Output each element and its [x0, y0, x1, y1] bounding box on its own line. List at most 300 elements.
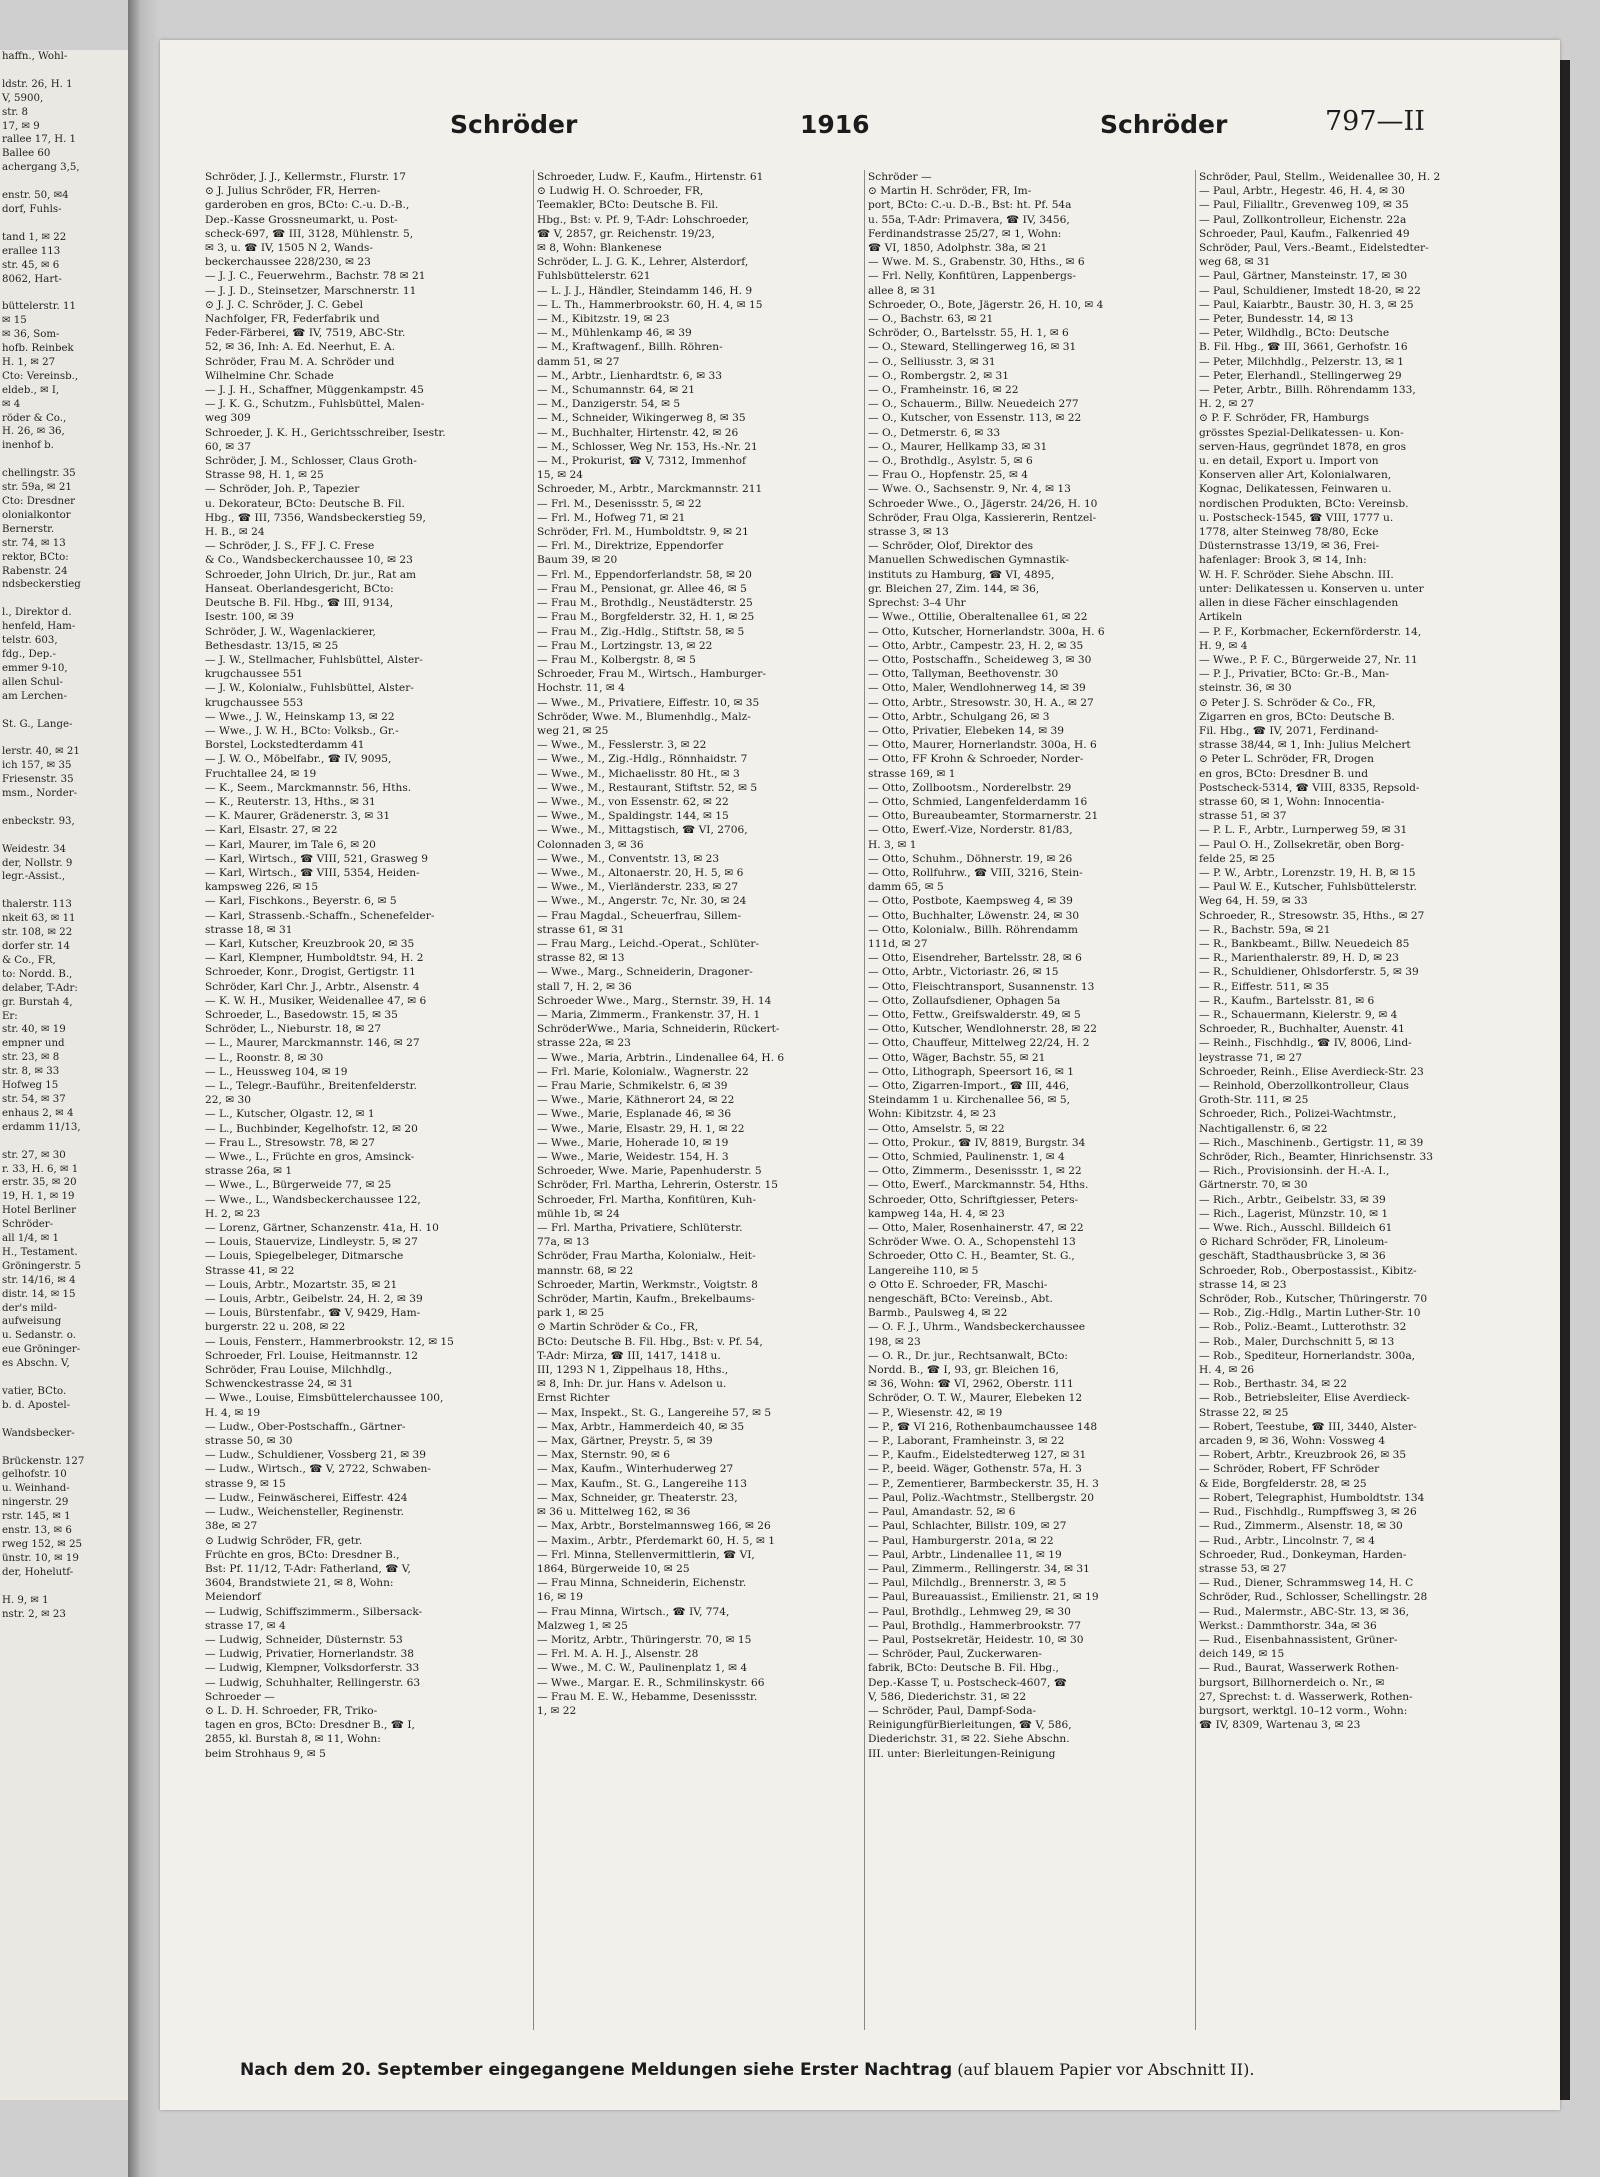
directory-entry: III. unter: Bierleitungen-Reinigung	[868, 1747, 1056, 1760]
directory-entry: — Wwe., M., von Essenstr. 62, ✉ 22	[537, 795, 729, 808]
directory-entry: Schroeder Wwe., Marg., Sternstr. 39, H. 14	[537, 994, 772, 1007]
directory-entry: — Otto, Tallyman, Beethovenstr. 30	[868, 668, 1059, 681]
edge-fragment	[0, 704, 128, 718]
edge-fragment: olonialkontor	[2, 509, 71, 521]
directory-page	[160, 40, 1560, 2110]
directory-entry: — M., Schlosser, Weg Nr. 153, Hs.-Nr. 21	[537, 440, 758, 453]
directory-entry: — Rob., Maler, Durchschnitt 5, ✉ 13	[1199, 1335, 1395, 1348]
directory-entry: — Otto, Privatier, Elebeken 14, ✉ 39	[868, 724, 1064, 737]
directory-entry: — Rich., Lagerist, Münzstr. 10, ✉ 1	[1199, 1207, 1389, 1220]
edge-fragment: 8062, Hart-	[2, 273, 62, 285]
directory-entry: — Karl, Wirtsch., ☎ VIII, 5354, Heiden-	[205, 866, 420, 879]
directory-entry: — Frau Minna, Schneiderin, Eichenstr.	[537, 1577, 747, 1590]
directory-entry: strasse 26a, ✉ 1	[205, 1165, 293, 1178]
directory-entry: Schröder, Karl Chr. J., Arbtr., Alsenstr. 4	[205, 980, 420, 993]
directory-entry: Manuellen Schwedischen Gymnastik-	[868, 554, 1070, 567]
directory-entry: — Ludw., Feinwäscherei, Eiffestr. 424	[205, 1491, 408, 1504]
directory-entry: Schröder, Paul, Vers.-Beamt., Eidelstedter-	[1199, 242, 1429, 255]
directory-entry: — L., Maurer, Marckmannstr. 146, ✉ 27	[205, 1037, 420, 1050]
edge-fragment: all 1/4, ✉ 1	[2, 1233, 59, 1245]
directory-entry: — Max, Sternstr. 90, ✉ 6	[537, 1449, 671, 1462]
directory-entry: Ferdinandstrasse 25/27, ✉ 1, Wohn:	[868, 227, 1062, 240]
edge-fragment: ünstr. 10, ✉ 19	[2, 1552, 79, 1564]
directory-entry: kampsweg 226, ✉ 15	[205, 881, 319, 894]
directory-entry: ✉ 8, Wohn: Blankenese	[537, 242, 662, 255]
edge-fragment: str. 8, ✉ 33	[2, 1066, 60, 1078]
directory-entry: — Wwe., J. W., Heinskamp 13, ✉ 22	[205, 710, 395, 723]
edge-fragment: es Abschn. V,	[2, 1358, 70, 1370]
directory-entry: — Frl. M., Direktrize, Eppendorfer	[537, 540, 724, 553]
edge-fragment: b. d. Apostel-	[2, 1399, 71, 1411]
directory-entry: ✉ 36, Wohn: ☎ VI, 2962, Oberstr. 111	[868, 1378, 1074, 1391]
directory-entry: Schröder, Frau Olga, Kassiererin, Rentzel-	[868, 511, 1097, 524]
directory-entry: Bethesdastr. 13/15, ✉ 25	[205, 639, 339, 652]
directory-entry: — Paul, Poliz.-Wachtmstr., Stellbergstr. 20	[868, 1491, 1094, 1504]
directory-entry: — Paul, Hamburgerstr. 201a, ✉ 22	[868, 1534, 1054, 1547]
directory-entry: — Peter, Milchhdlg., Pelzerstr. 13, ✉ 1	[1199, 355, 1405, 368]
directory-entry: Schroeder, Konr., Drogist, Gertigstr. 11	[205, 966, 416, 979]
directory-entry: Schroeder, Frl. Martha, Konfitüren, Kuh-	[537, 1193, 757, 1206]
directory-entry: — Wwe., Marg., Schneiderin, Dragoner-	[537, 966, 753, 979]
edge-fragment: haffn., Wohl-	[2, 51, 68, 62]
edge-fragment: Hofweg 15	[2, 1080, 59, 1092]
directory-entry: — Otto, Maurer, Hornerlandstr. 300a, H. 6	[868, 739, 1097, 752]
directory-entry: — P., Kaufm., Eidelstedterweg 127, ✉ 31	[868, 1449, 1087, 1462]
directory-entry: Schroeder, R., Buchhalter, Auenstr. 41	[1199, 1023, 1405, 1036]
directory-entry: Schröder, L. J. G. K., Lehrer, Alsterdorf,	[537, 256, 749, 269]
edge-fragment: 17, ✉ 9	[2, 120, 40, 132]
directory-entry: burgsort, Billhornerdeich o. Nr., ✉	[1199, 1676, 1385, 1689]
directory-entry: — Wwe., M., Restaurant, Stiftstr. 52, ✉ 5	[537, 781, 758, 794]
directory-entry: — Wwe., Margar. E. R., Schmilinskystr. 66	[537, 1676, 765, 1689]
directory-entry: — J. K. G., Schutzm., Fuhlsbüttel, Malen-	[205, 398, 425, 411]
directory-entry: — Otto, Ewerf.-Vize, Norderstr. 81/83,	[868, 824, 1073, 837]
edge-fragment: empner und	[2, 1038, 65, 1050]
directory-entry: — Rud., Baurat, Wasserwerk Rothen-	[1199, 1662, 1399, 1675]
directory-entry: H. 2, ✉ 27	[1199, 398, 1255, 411]
directory-entry: Schröder, Wwe. M., Blumenhdlg., Malz-	[537, 710, 751, 723]
directory-entry: — Wwe., Marie, Elsastr. 29, H. 1, ✉ 22	[537, 1122, 745, 1135]
directory-entry: garderoben en gros, BCto: C.-u. D.-B.,	[205, 199, 410, 212]
directory-entry: Schröder, Frau Louise, Milchhdlg.,	[205, 1364, 393, 1377]
directory-entry: Schröder, L., Nieburstr. 18, ✉ 27	[205, 1023, 382, 1036]
directory-entry: strasse 53, ✉ 27	[1199, 1562, 1287, 1575]
edge-fragment: str. 45, ✉ 6	[2, 259, 60, 271]
directory-entry: — Frau M., Lortzingstr. 13, ✉ 22	[537, 639, 713, 652]
edge-fragment	[0, 731, 128, 745]
edge-fragment	[0, 829, 128, 843]
directory-entry: Barmb., Paulsweg 4, ✉ 22	[868, 1307, 1008, 1320]
directory-entry: — Frl. M., Desenissstr. 5, ✉ 22	[537, 497, 702, 510]
directory-entry: — Karl, Maurer, im Tale 6, ✉ 20	[205, 838, 376, 851]
edge-fragment: Wandsbecker-	[2, 1427, 75, 1439]
edge-fragment: str. 108, ✉ 22	[2, 927, 73, 939]
directory-entry: — Louis, Arbtr., Mozartstr. 35, ✉ 21	[205, 1278, 398, 1291]
directory-entry: — Rud., Arbtr., Lincolnstr. 7, ✉ 4	[1199, 1534, 1375, 1547]
header-year: 1916	[800, 110, 870, 139]
edge-fragment: Er:	[2, 1010, 18, 1022]
edge-fragment: ningerstr. 29	[2, 1497, 69, 1509]
directory-entry: — Otto, Zollaufsdiener, Ophagen 5a	[868, 994, 1061, 1007]
directory-entry: — Ludw., Weichensteller, Reginenstr.	[205, 1506, 404, 1519]
directory-entry: ☎ V, 2857, gr. Reichenstr. 19/23,	[537, 227, 715, 240]
edge-fragment: Brückenstr. 127	[2, 1455, 85, 1467]
directory-entry: — P. J., Privatier, BCto: Gr.-B., Man-	[1199, 668, 1390, 681]
directory-entry: Schröder, Frau M. A. Schröder und	[205, 355, 395, 368]
directory-entry: strasse 17, ✉ 4	[205, 1619, 286, 1632]
edge-fragment: nstr. 2, ✉ 23	[2, 1608, 66, 1620]
directory-entry: — Karl, Klempner, Humboldtstr. 94, H. 2	[205, 952, 424, 965]
directory-entry: Fil. Hbg., ☎ IV, 2071, Ferdinand-	[1199, 724, 1379, 737]
directory-entry: — R., Bachstr. 59a, ✉ 21	[1199, 923, 1331, 936]
directory-entry: — Otto, Schuhm., Döhnerstr. 19, ✉ 26	[868, 852, 1073, 865]
directory-entry: Schroeder, Frl. Louise, Heitmannstr. 12	[205, 1349, 418, 1362]
directory-entry: — L., Kutscher, Olgastr. 12, ✉ 1	[205, 1108, 375, 1121]
directory-entry: — Frau Magdal., Scheuerfrau, Sillem-	[537, 909, 742, 922]
directory-entry: — Wwe., Marie, Weidestr. 154, H. 3	[537, 1151, 729, 1164]
directory-entry: Schröder, Frau Martha, Kolonialw., Heit-	[537, 1250, 756, 1263]
directory-entry: Schroeder, Martin, Werkmstr., Voigtstr. 8	[537, 1278, 758, 1291]
directory-entry: — Otto, Kutscher, Hornerlandstr. 300a, H. 6	[868, 625, 1105, 638]
directory-entry: — J. J. H., Schaffner, Müggenkampstr. 45	[205, 384, 424, 397]
edge-fragment: H. 26, ✉ 36,	[2, 426, 65, 438]
directory-entry: Schroeder, Otto C. H., Beamter, St. G.,	[868, 1250, 1075, 1263]
directory-entry: Nachtigallenstr. 6, ✉ 22	[1199, 1122, 1328, 1135]
directory-entry: — Schröder, J. S., FF J. C. Frese	[205, 540, 375, 553]
directory-entry: — Otto, Ewerf., Marckmannstr. 54, Hths.	[868, 1179, 1089, 1192]
directory-entry: — Wwe., Maria, Arbtrin., Lindenallee 64, H. 6	[537, 1051, 785, 1064]
directory-entry: 111d, ✉ 27	[868, 937, 928, 950]
directory-entry: — Rich., Provisionsinh. der H.-A. I.,	[1199, 1165, 1390, 1178]
directory-entry: Schroeder, Paul, Kaufm., Falkenried 49	[1199, 227, 1410, 240]
directory-entry: — Otto, Fleischtransport, Susannenstr. 13	[868, 980, 1095, 993]
edge-fragment	[0, 1441, 128, 1455]
directory-entry: scheck-697, ☎ III, 3128, Mühlenstr. 5,	[205, 227, 414, 240]
directory-entry: Borstel, Lockstedterdamm 41	[205, 739, 365, 752]
edge-fragment: to: Nordd. B.,	[2, 968, 73, 980]
directory-entry: — Frl. M. A. H. J., Alsenstr. 28	[537, 1648, 699, 1661]
edge-fragment: str. 27, ✉ 30	[2, 1149, 66, 1161]
edge-fragment	[0, 217, 128, 231]
directory-entry: — Frl. Minna, Stellenvermittlerin, ☎ VI,	[537, 1548, 755, 1561]
directory-entry: — R., Marienthalerstr. 89, H. D, ✉ 23	[1199, 952, 1399, 965]
edge-fragment: enstr. 13, ✉ 6	[2, 1525, 72, 1537]
directory-entry: — Robert, Arbtr., Kreuzbrook 26, ✉ 35	[1199, 1449, 1407, 1462]
edge-fragment: der, Nollstr. 9	[2, 857, 73, 869]
directory-entry: — Otto, Arbtr., Victoriastr. 26, ✉ 15	[868, 966, 1059, 979]
directory-entry: — Frau M., Zig.-Hdlg., Stiftstr. 58, ✉ 5	[537, 625, 745, 638]
directory-entry: allee 8, ✉ 31	[868, 284, 937, 297]
directory-entry: — R., Bankbeamt., Billw. Neuedeich 85	[1199, 937, 1410, 950]
directory-entry: — Max, Inspekt., St. G., Langereihe 57, ✉ 5	[537, 1406, 772, 1419]
directory-entry: — Otto, Arbtr., Campestr. 23, H. 2, ✉ 35	[868, 639, 1084, 652]
directory-entry: 22, ✉ 30	[205, 1094, 251, 1107]
directory-entry: geschäft, Stadthausbrücke 3, ✉ 36	[1199, 1250, 1386, 1263]
edge-fragment: büttelerstr. 11	[2, 301, 76, 313]
edge-fragment: str. 23, ✉ 8	[2, 1052, 60, 1064]
edge-fragment: lerstr. 40, ✉ 21	[2, 746, 80, 758]
directory-entry: ✉ 8, Inh: Dr. jur. Hans v. Adelson u.	[537, 1378, 727, 1391]
directory-entry: — Rich., Maschinenb., Gertigstr. 11, ✉ 39	[1199, 1136, 1424, 1149]
edge-fragment: delaber, T-Adr:	[2, 982, 78, 994]
edge-fragment: St. G., Lange-	[2, 718, 73, 730]
edge-fragment: inenhof b.	[2, 440, 54, 452]
directory-entry: — Otto, Schmied, Langenfelderdamm 16	[868, 795, 1088, 808]
directory-entry: — O., Rombergstr. 2, ✉ 31	[868, 369, 1009, 382]
directory-entry: — J. J. C., Feuerwehrm., Bachstr. 78 ✉ 21	[205, 270, 426, 283]
directory-entry: — Paul, Schuldiener, Imstedt 18-20, ✉ 22	[1199, 284, 1421, 297]
directory-entry: — Paul, Zollkontrolleur, Eichenstr. 22a	[1199, 213, 1407, 226]
directory-entry: — Wwe., M., Michaelisstr. 80 Ht., ✉ 3	[537, 767, 740, 780]
directory-entry: H. B., ✉ 24	[205, 526, 265, 539]
directory-entry: — J. J. D., Steinsetzer, Marschnerstr. 11	[205, 284, 417, 297]
edge-fragment: 19, H. 1, ✉ 19	[2, 1191, 75, 1203]
directory-entry: — Frl. M., Hofweg 71, ✉ 21	[537, 511, 686, 524]
directory-entry: — Otto, Zimmerm., Desenissstr. 1, ✉ 22	[868, 1165, 1082, 1178]
directory-entry: — K., Seem., Marckmannstr. 56, Hths.	[205, 781, 412, 794]
directory-entry: — Max, Kaufm., St. G., Langereihe 113	[537, 1477, 748, 1490]
directory-entry: strasse 3, ✉ 13	[868, 526, 949, 539]
directory-entry: strasse 51, ✉ 37	[1199, 810, 1287, 823]
edge-fragment: allen Schul-	[2, 676, 63, 688]
directory-entry: — Louis, Spiegelbeleger, Ditmarsche	[205, 1250, 404, 1263]
edge-fragment: str. 74, ✉ 13	[2, 537, 66, 549]
directory-entry: strasse 38/44, ✉ 1, Inh: Julius Melchert	[1199, 739, 1411, 752]
directory-entry: — Frl. Marie, Kolonialw., Wagnerstr. 22	[537, 1065, 749, 1078]
directory-entry: strasse 9, ✉ 15	[205, 1477, 286, 1490]
directory-entry: — Ludwig, Schuhhalter, Rellingerstr. 63	[205, 1676, 421, 1689]
directory-entry: — Frau M., Brothdlg., Neustädterstr. 25	[537, 597, 753, 610]
directory-entry: Schroeder, L., Basedowstr. 15, ✉ 35	[205, 1008, 398, 1021]
directory-entry: 77a, ✉ 13	[537, 1236, 590, 1249]
directory-entry: — Max, Arbtr., Borstelmannsweg 166, ✉ 26	[537, 1520, 771, 1533]
directory-entry: 198, ✉ 23	[868, 1335, 921, 1348]
edge-fragment: hofb. Reinbek	[2, 343, 74, 355]
directory-entry: Hbg., ☎ III, 7356, Wandsbeckerstieg 59,	[205, 511, 426, 524]
directory-entry: — Rud., Eisenbahnassistent, Grüner-	[1199, 1633, 1398, 1646]
directory-entry: strasse 60, ✉ 1, Wohn: Innocentia-	[1199, 795, 1385, 808]
directory-entry: — M., Kibitzstr. 19, ✉ 23	[537, 313, 670, 326]
directory-entry: — Otto, Postschaffn., Scheideweg 3, ✉ 30	[868, 653, 1092, 666]
directory-entry: — Otto, Eisendreher, Bartelsstr. 28, ✉ 6	[868, 952, 1082, 965]
directory-entry: — Wwe., M., Zig.-Hdlg., Rönnhaidstr. 7	[537, 753, 748, 766]
directory-entry: — Wwe., J. W. H., BCto: Volksb., Gr.-	[205, 724, 399, 737]
edge-fragment: str. 40, ✉ 19	[2, 1024, 66, 1036]
directory-entry: — Ludw., Ober-Postschaffn., Gärtner-	[205, 1420, 406, 1433]
directory-entry: — Karl, Wirtsch., ☎ VIII, 521, Grasweg 9	[205, 852, 429, 865]
directory-entry: — M., Mühlenkamp 46, ✉ 39	[537, 327, 692, 340]
directory-entry: — Otto, Zollbootsm., Norderelbstr. 29	[868, 781, 1072, 794]
directory-entry: — Wwe., Louise, Eimsbüttelerchaussee 100,	[205, 1392, 444, 1405]
edge-fragment: aufweisung	[2, 1316, 62, 1328]
directory-entry: H. 4, ✉ 19	[205, 1406, 261, 1419]
directory-entry: 52, ✉ 36, Inh: A. Ed. Neerhut, E. A.	[205, 341, 396, 354]
directory-entry: — Otto, Schmied, Paulinenstr. 1, ✉ 4	[868, 1151, 1065, 1164]
directory-entry: serven-Haus, gegründet 1878, en gros	[1199, 440, 1407, 453]
directory-entry: H. 3, ✉ 1	[868, 838, 917, 851]
directory-entry: allen in diese Fächer einschlagenden	[1199, 597, 1399, 610]
directory-entry: nordischen Produkten, BCto: Vereinsb.	[1199, 497, 1409, 510]
directory-entry: — O., Detmerstr. 6, ✉ 33	[868, 426, 1001, 439]
edge-fragment: Weidestr. 34	[2, 843, 66, 855]
directory-entry: fabrik, BCto: Deutsche B. Fil. Hbg.,	[868, 1662, 1059, 1675]
directory-entry: B. Fil. Hbg., ☎ III, 3661, Gerhofstr. 16	[1199, 341, 1408, 354]
directory-entry: ⊙ Martin Schröder & Co., FR,	[537, 1321, 699, 1334]
directory-entry: 16, ✉ 19	[537, 1591, 583, 1604]
directory-entry: weg 21, ✉ 25	[537, 724, 609, 737]
directory-entry: — Otto, Kolonialw., Billh. Röhrendamm	[868, 923, 1078, 936]
directory-entry: — M., Buchhalter, Hirtenstr. 42, ✉ 26	[537, 426, 739, 439]
directory-entry: — O., Kutscher, von Essenstr. 113, ✉ 22	[868, 412, 1082, 425]
directory-entry: — Paul, Filialltr., Grevenweg 109, ✉ 35	[1199, 199, 1409, 212]
edge-fragment: Cto: Vereinsb.,	[2, 370, 79, 382]
directory-entry: — J. W. O., Möbelfabr., ☎ IV, 9095,	[205, 753, 392, 766]
edge-fragment: str. 54, ✉ 37	[2, 1093, 66, 1105]
directory-entry: — Rud., Malermstr., ABC-Str. 13, ✉ 36,	[1199, 1605, 1410, 1618]
directory-entry: Schroeder, J. K. H., Gerichtsschreiber, Isestr.	[205, 426, 446, 439]
directory-entry: — K. W. H., Musiker, Weidenallee 47, ✉ 6	[205, 994, 427, 1007]
directory-entry: W. H. F. Schröder. Siehe Abschn. III.	[1199, 568, 1394, 581]
directory-entry: — L., Heussweg 104, ✉ 19	[205, 1065, 348, 1078]
edge-fragment: enbeckstr. 93,	[2, 815, 75, 827]
directory-entry: — Wwe., Marie, Esplanade 46, ✉ 36	[537, 1108, 732, 1121]
edge-fragment: u. Weinhand-	[2, 1483, 70, 1495]
footer-note-bold: Nach dem 20. September eingegangene Meldungen siehe Erster Nachtrag	[240, 2060, 953, 2080]
directory-entry: — O., Brothdlg., Asylstr. 5, ✉ 6	[868, 455, 1033, 468]
edge-fragment: ✉ 4	[2, 398, 21, 410]
directory-entry: Baum 39, ✉ 20	[537, 554, 618, 567]
directory-entry: weg 309	[205, 412, 251, 425]
directory-entry: — R., Kaufm., Bartelsstr. 81, ✉ 6	[1199, 994, 1375, 1007]
directory-entry: — Louis, Fensterr., Hammerbrookstr. 12, ✉ 15	[205, 1335, 454, 1348]
directory-entry: — P. L. F., Arbtr., Lurnperweg 59, ✉ 31	[1199, 824, 1408, 837]
directory-entry: — Paul, Brothdlg., Hammerbrookstr. 77	[868, 1619, 1082, 1632]
directory-entry: — P., Laborant, Framheinstr. 3, ✉ 22	[868, 1435, 1065, 1448]
edge-fragment: vatier, BCto.	[2, 1386, 67, 1397]
directory-entry: — Paul, Bureauassist., Emilienstr. 21, ✉ 19	[868, 1591, 1099, 1604]
directory-entry: — Frau M., Kolbergstr. 8, ✉ 5	[537, 653, 696, 666]
edge-fragment: distr. 14, ✉ 15	[2, 1288, 76, 1300]
directory-entry: — P., Zementierer, Barmbeckerstr. 35, H. 3	[868, 1477, 1099, 1490]
edge-fragment: der, Hohelutf-	[2, 1566, 74, 1578]
directory-entry: — M., Schneider, Wikingerweg 8, ✉ 35	[537, 412, 746, 425]
edge-fragment: dorf, Fuhls-	[2, 203, 62, 215]
directory-entry: — Rob., Berthastr. 34, ✉ 22	[1199, 1378, 1347, 1391]
directory-entry: — Otto, Maler, Wendlohnerweg 14, ✉ 39	[868, 682, 1086, 695]
directory-entry: park 1, ✉ 25	[537, 1307, 605, 1320]
directory-entry: — P., Wiesenstr. 42, ✉ 19	[868, 1406, 1003, 1419]
edge-fragment: eldeb., ✉ I,	[2, 384, 60, 396]
directory-entry: — Peter, Bundesstr. 14, ✉ 13	[1199, 313, 1354, 326]
directory-entry: Colonnaden 3, ✉ 36	[537, 838, 644, 851]
edge-fragment: rektor, BCto:	[2, 551, 69, 563]
directory-entry: — Reinh., Fischhdlg., ☎ IV, 8006, Lind-	[1199, 1037, 1412, 1050]
directory-entry: ⊙ Ludwig H. O. Schroeder, FR,	[537, 185, 704, 198]
directory-entry: Wilhelmine Chr. Schade	[205, 369, 334, 382]
directory-entry: — Otto, Wäger, Bachstr. 55, ✉ 21	[868, 1051, 1046, 1064]
directory-entry: — L., Roonstr. 8, ✉ 30	[205, 1051, 324, 1064]
directory-entry: — K. Maurer, Grädenerstr. 3, ✉ 31	[205, 810, 391, 823]
directory-entry: — Paul, Amandastr. 52, ✉ 6	[868, 1506, 1016, 1519]
directory-entry: — Rob., Spediteur, Hornerlandstr. 300a,	[1199, 1349, 1416, 1362]
header-name-right: Schröder	[1100, 110, 1228, 139]
directory-entry: V, 586, Diederichstr. 31, ✉ 22	[868, 1690, 1027, 1703]
directory-entry: — Frau M., Pensionat, gr. Allee 46, ✉ 5	[537, 582, 747, 595]
edge-fragment: achergang 3,5,	[2, 162, 80, 174]
edge-fragment: V, 5900,	[2, 92, 44, 104]
directory-entry: port, BCto: C.-u. D.-B., Bst: ht. Pf. 54a	[868, 199, 1072, 212]
edge-fragment: emmer 9-10,	[2, 662, 68, 674]
edge-fragment: gelhofstr. 10	[2, 1469, 67, 1481]
directory-entry: — Karl, Strassenb.-Schaffn., Schenefelder-	[205, 909, 435, 922]
directory-entry: Schroeder Wwe., O., Jägerstr. 24/26, H. 10	[868, 497, 1098, 510]
directory-entry: Sprechst: 3–4 Uhr	[868, 597, 966, 610]
directory-entry: ⊙ Martin H. Schröder, FR, Im-	[868, 185, 1032, 198]
previous-page-edge	[0, 50, 130, 2100]
directory-entry: — Frl. Martha, Privatiere, Schlüterstr.	[537, 1222, 743, 1235]
directory-entry: — L. Th., Hammerbrookstr. 60, H. 4, ✉ 15	[537, 298, 763, 311]
directory-entry: — Frau L., Stresowstr. 78, ✉ 27	[205, 1136, 376, 1149]
header-name-left: Schröder	[450, 110, 578, 139]
directory-entry: — Frau Minna, Wirtsch., ☎ IV, 774,	[537, 1605, 730, 1618]
directory-entry: — Paul O. H., Zollsekretär, oben Borg-	[1199, 838, 1405, 851]
directory-entry: — O. R., Dr. jur., Rechtsanwalt, BCto:	[868, 1349, 1068, 1362]
directory-entry: — Otto, FF Krohn & Schroeder, Norder-	[868, 753, 1084, 766]
directory-entry: — Otto, Postbote, Kaempsweg 4, ✉ 39	[868, 895, 1073, 908]
directory-entry: strasse 18, ✉ 31	[205, 923, 293, 936]
directory-entry: — Louis, Arbtr., Geibelstr. 24, H. 2, ✉ 39	[205, 1293, 423, 1306]
edge-fragment: erstr. 35, ✉ 20	[2, 1177, 77, 1189]
directory-entry: u. Dekorateur, BCto: Deutsche B. Fil.	[205, 497, 405, 510]
directory-entry: III, 1293 N 1, Zippelhaus 18, Hths.,	[537, 1364, 729, 1377]
directory-entry: Düsternstrasse 13/19, ✉ 36, Frei-	[1199, 540, 1380, 553]
directory-entry: 38e, ✉ 27	[205, 1520, 258, 1533]
directory-entry: 1778, alter Steinweg 78/80, Ecke	[1199, 526, 1379, 539]
directory-entry: — Wwe. Rich., Ausschl. Billdeich 61	[1199, 1222, 1393, 1235]
directory-entry: — Wwe., M., Fesslerstr. 3, ✉ 22	[537, 739, 707, 752]
directory-entry: — Wwe., Marie, Käthnerort 24, ✉ 22	[537, 1094, 735, 1107]
directory-entry: — Schröder, Paul, Zuckerwaren-	[868, 1648, 1043, 1661]
directory-entry: damm 65, ✉ 5	[868, 881, 944, 894]
directory-entry: Schröder, Martin, Kaufm., Brekelbaums-	[537, 1293, 755, 1306]
directory-entry: en gros, BCto: Dresdner B. und	[1199, 767, 1369, 780]
directory-entry: leystrasse 71, ✉ 27	[1199, 1051, 1303, 1064]
directory-entry: — Otto, Kutscher, Wendlohnerstr. 28, ✉ 22	[868, 1023, 1098, 1036]
directory-entry: H. 9, ✉ 4	[1199, 639, 1248, 652]
directory-entry: Schroeder, R., Stresowstr. 35, Hths., ✉ 27	[1199, 909, 1425, 922]
column-1	[202, 170, 529, 2030]
directory-entry: Schröder Wwe. O. A., Schopenstehl 13	[868, 1236, 1076, 1249]
directory-entry: — Paul, Arbtr., Lindenallee 11, ✉ 19	[868, 1548, 1062, 1561]
directory-entry: — Otto, Buchhalter, Löwenstr. 24, ✉ 30	[868, 909, 1080, 922]
directory-entry: — Otto, Amselstr. 5, ✉ 22	[868, 1122, 1005, 1135]
page-number: 797—II	[1325, 106, 1425, 137]
directory-entry: beim Strohhaus 9, ✉ 5	[205, 1747, 326, 1760]
directory-entry: Dep.-Kasse Grossneumarkt, u. Post-	[205, 213, 398, 226]
directory-entry: Schröder, O. T. W., Maurer, Elebeken 12	[868, 1392, 1083, 1405]
directory-entry: — Schröder, Paul, Dampf-Soda-	[868, 1704, 1037, 1717]
directory-entry: — R., Eiffestr. 511, ✉ 35	[1199, 980, 1329, 993]
directory-entry: — Rob., Betriebsleiter, Elise Averdieck-	[1199, 1392, 1410, 1405]
directory-entry: — Frau O., Hopfenstr. 25, ✉ 4	[868, 469, 1028, 482]
edge-fragment: ldstr. 26, H. 1	[2, 78, 73, 90]
directory-entry: — Rud., Zimmerm., Alsenstr. 18, ✉ 30	[1199, 1520, 1403, 1533]
edge-fragment: str. 14/16, ✉ 4	[2, 1274, 76, 1286]
directory-entry: — Schröder, Joh. P., Tapezier	[205, 483, 360, 496]
directory-entry: Schröder, Frl. Martha, Lehrerin, Osterstr. 15	[537, 1179, 779, 1192]
directory-entry: — Otto, Arbtr., Stresowstr. 30, H. A., ✉ 27	[868, 696, 1094, 709]
directory-entry: Schröder, J. J., Kellermstr., Flurstr. 17	[205, 171, 407, 183]
